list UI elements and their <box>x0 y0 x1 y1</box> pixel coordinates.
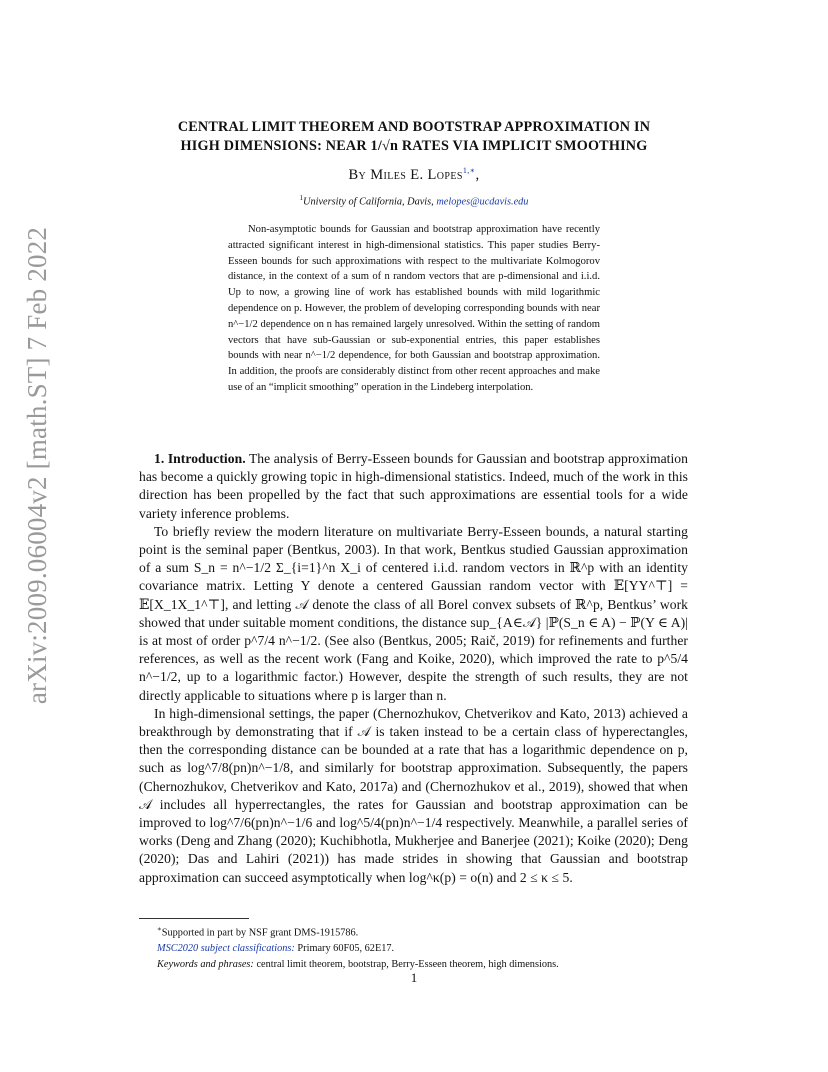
arxiv-watermark <box>18 226 58 704</box>
abstract: Non-asymptotic bounds for Gaussian and bootstrap approximation have recently attracted significant interest in high-dimensional statistics. This paper studies Berry-Esseen bounds for such approximations with respect to the multivariate Kolmogorov distance, in the context of a sum of n random vectors that are p-dimensional and i.i.d. Up to now, a growing line of work has established bounds with mild logarithmic dependence on p. However, the problem of developing corresponding bounds with near n^−1/2 dependence on n has remained largely unresolved. Within the setting of random vectors that have sub-Gaussian or sub-exponential entries, this paper establishes bounds with near n^−1/2 dependence, for both Gaussian and bootstrap approximation. In addition, the proofs are considerably distinct from other recent approaches and make use of an “implicit smoothing” operation in the Lindeberg interpolation. <box>228 224 600 393</box>
keywords-label: Keywords and phrases: <box>157 959 254 971</box>
title-line-2: HIGH DIMENSIONS: NEAR 1/√n RATES VIA IMPLICIT SMOOTHING <box>180 138 648 154</box>
section-title: Introduction. <box>167 451 246 466</box>
footnotes <box>157 922 697 973</box>
author-suffix: , <box>475 166 480 183</box>
paragraph-3: In high-dimensional settings, the paper (Chernozhukov, Chetverikov and Kato, 2013) achieved a breakthrough by demonstrating that if 𝒜 is taken instead to be a certain class of hyperectangles, then the corresponding distance can be bounded at a rate that has a logarithmic dependence on p, such as log^7/8(pn)n^−1/8, and similarly for bootstrap approximation. Subsequently, the papers (Chernozhukov, Chetverikov and Kato, 2017a) and (Chernozhukov et al., 2019), showed that when 𝒜 includes all hyperrectangles, the rates for Gaussian and bootstrap approximation can be improved to log^7/6(pn)n^−1/6 and log^5/4(pn)n^−1/4 respectively. Meanwhile, a parallel series of works (Deng and Zhang (2020); Kuchibhotla, Mukherjee and Banerjee (2021); Koike (2020); Deng (2020); Das and Lahiri (2021)) has made strides in showing that Gaussian and bootstrap approximation can succeed asymptotically when log^κ(p) = o(n) and 2 ≤ κ ≤ 5. <box>139 705 688 885</box>
affiliation-text: University of California, Davis, <box>303 196 437 208</box>
paper-title <box>140 118 688 156</box>
paragraph-1-text: The analysis of Berry-Esseen bounds for Gaussian and bootstrap approximation has become a quickly growing topic in high-dimensional statistics. Indeed, much of the work in this direction has been propelled by the fact that such approximations are essential tools for a wide variety inference problems. <box>139 451 689 521</box>
keywords-footnote <box>157 957 697 973</box>
footnote-rule <box>139 918 249 919</box>
author-line <box>140 166 688 184</box>
funding-text: Supported in part by NSF grant DMS-1915786. <box>161 927 359 939</box>
author-name: Miles E. Lopes <box>370 166 463 183</box>
arxiv-watermark-text: arXiv:2009.06004v2 [math.ST] 7 Feb 2022 <box>22 226 53 704</box>
main-body <box>139 450 688 887</box>
section-number: 1. <box>154 451 165 466</box>
paragraph-2: To briefly review the modern literature on multivariate Berry-Esseen bounds, a natural starting point is the seminal paper (Bentkus, 2003). In that work, Bentkus studied Gaussian approximation of a sum S_n = n^−1/2 Σ_{i=1}^n X_i of centered i.i.d. random vectors in ℝ^p with an identity covariance matrix. Letting Y denote a centered Gaussian random vector with 𝔼[YY^⊤] = 𝔼[X_1X_1^⊤], and letting 𝒜 denote the class of all Borel convex subsets of ℝ^p, Bentkus’ work showed that under suitable moment conditions, the distance sup_{A∈𝒜} |ℙ(S_n ∈ A) − ℙ(Y ∈ A)| is at most of order p^7/4 n^−1/2. (See also (Bentkus, 2005; Raič, 2019) for refinements and further references, as well as the recent work (Fang and Koike, 2020), which improved the rate to p^5/4 n^−1/2, up to a logarithmic factor.) However, despite the strength of such results, they are not directly applicable to situations where p is larger than n. <box>139 523 688 703</box>
msc-link[interactable]: MSC2020 subject classifications: <box>157 943 295 955</box>
affiliation-mark: 1 <box>299 194 304 202</box>
paragraph-1 <box>139 450 688 523</box>
author-email-link[interactable]: melopes@ucdavis.edu <box>436 196 529 208</box>
author-marks[interactable]: 1,∗ <box>462 166 476 175</box>
page-number: 1 <box>410 970 418 985</box>
title-line-1: CENTRAL LIMIT THEOREM AND BOOTSTRAP APPROXIMATION IN <box>177 119 651 135</box>
affiliation <box>140 194 688 207</box>
keywords-text: central limit theorem, bootstrap, Berry-Esseen theorem, high dimensions. <box>253 959 559 971</box>
author-prefix: By <box>348 166 367 183</box>
msc-codes: Primary 60F05, 62E17. <box>294 943 395 955</box>
funding-footnote <box>157 922 697 941</box>
msc-footnote <box>157 941 697 957</box>
funding-mark: ∗ <box>157 925 162 933</box>
